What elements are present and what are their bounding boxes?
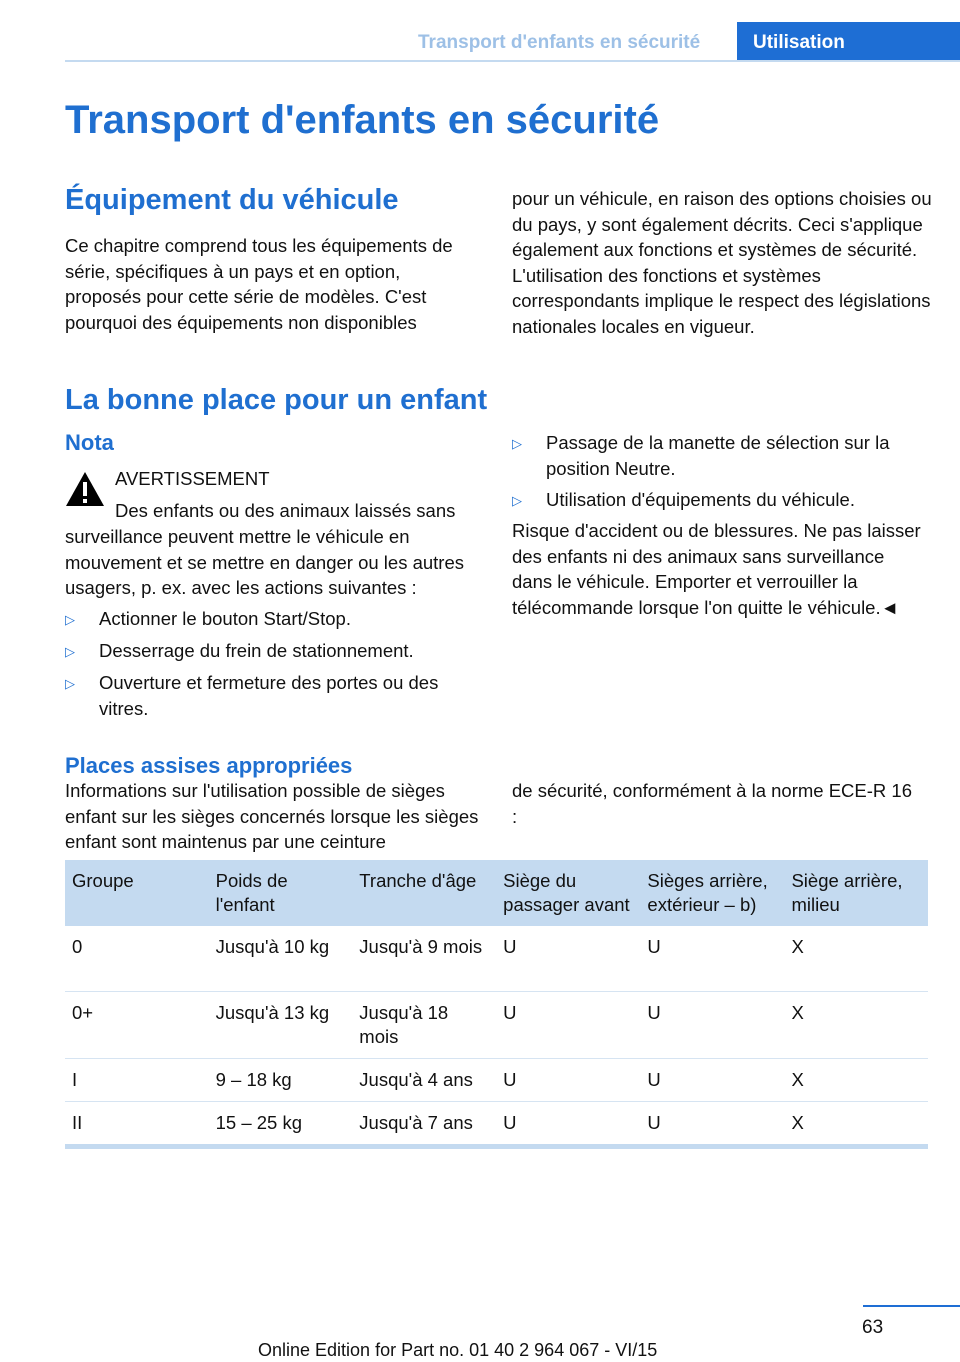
column-header: Tranche d'âge <box>352 860 496 926</box>
header-section-tab[interactable]: Utilisation <box>737 22 960 62</box>
table-cell: U <box>496 1101 640 1146</box>
table-cell: U <box>496 991 640 1058</box>
table-row <box>65 1101 928 1146</box>
equipment-text-left: Ce chapitre comprend tous les équipements de série, spécifiques à un pays et en option, proposés pour cette série de modèles. C'est pourquoi des équipements non disponibles <box>65 235 453 333</box>
table-cell: X <box>784 1101 928 1146</box>
table-cell: U <box>496 1058 640 1101</box>
warning-lead: Des enfants ou des animaux laissés sans <box>115 500 456 521</box>
table-cell: U <box>640 991 784 1058</box>
seats-text-right: de sécurité, conformément à la norme ECE-R 16 : <box>512 780 912 827</box>
column-header: Groupe <box>65 860 209 926</box>
table-cell: U <box>640 1101 784 1146</box>
triangle-bullet-icon: ▷ <box>65 612 75 627</box>
table-cell: I <box>65 1058 209 1101</box>
table-cell: 0+ <box>65 991 209 1058</box>
header-divider <box>65 60 960 62</box>
section-heading-equipment: Équipement du véhicule <box>65 184 399 216</box>
table-cell: X <box>784 926 928 991</box>
edition-note: Online Edition for Part no. 01 40 2 964 067 - VI/15 <box>258 1340 658 1360</box>
table-cell: Jusqu'à 4 ans <box>352 1058 496 1101</box>
table-cell: U <box>640 1058 784 1101</box>
seats-heading: Places assises appropriées <box>65 753 353 778</box>
risk-text: Risque d'accident ou de blessures. Ne pas laisser des enfants ni des animaux sans surveillance dans le véhicule. Emporter et verrouiller la télécommande lorsque l'on quitte le véhicule.◄ <box>512 520 921 618</box>
equipment-text-right: pour un véhicule, en raison des options choisies ou du pays, y sont également décrits. Ceci s'applique également aux fonctions et systèmes de sécurité. L'utilisation des fonctions et systèmes correspondants implique le respect des législations nationales locales en vigueur. <box>512 188 932 337</box>
triangle-bullet-icon: ▷ <box>512 493 522 508</box>
page-title: Transport d'enfants en sécurité <box>65 98 660 142</box>
table-cell: II <box>65 1101 209 1146</box>
seats-text-left: Informations sur l'utilisation possible de sièges enfant sur les sièges concernés lorsque les sièges enfant sont maintenus par une ceinture <box>65 780 479 852</box>
table-cell: Jusqu'à 13 kg <box>209 991 353 1058</box>
column-header: Siège du passager avant <box>496 860 640 926</box>
child-seat-table <box>65 860 928 1149</box>
nota-heading: Nota <box>65 430 114 455</box>
table-cell: Jusqu'à 18 mois <box>352 991 496 1058</box>
table-cell: Jusqu'à 10 kg <box>209 926 353 991</box>
table-cell: U <box>496 926 640 991</box>
page-number: 63 <box>862 1317 884 1338</box>
list-item: ▷ Passage de la manette de sélection sur la position Neutre. <box>512 432 890 479</box>
warning-title: AVERTISSEMENT <box>115 468 270 489</box>
table-header-row <box>65 860 928 926</box>
table-cell: Jusqu'à 7 ans <box>352 1101 496 1146</box>
table-row <box>65 926 928 991</box>
table-cell: 0 <box>65 926 209 991</box>
column-header: Siège arrière, milieu <box>784 860 928 926</box>
warning-body: surveillance peuvent mettre le véhicule en mouvement et se mettre en danger ou les autres usagers, p. ex. avec les actions suivantes : <box>65 526 464 598</box>
triangle-bullet-icon: ▷ <box>65 676 75 691</box>
table-cell: U <box>640 926 784 991</box>
table-cell: X <box>784 991 928 1058</box>
table-cell: X <box>784 1058 928 1101</box>
section-heading-child-place: La bonne place pour un enfant <box>65 384 488 416</box>
column-header: Poids de l'enfant <box>209 860 353 926</box>
column-header: Sièges arrière, extérieur – b) <box>640 860 784 926</box>
table-cell: Jusqu'à 9 mois <box>352 926 496 991</box>
table-row <box>65 1058 928 1101</box>
footer-divider <box>863 1305 960 1307</box>
triangle-bullet-icon: ▷ <box>65 644 75 659</box>
list-item: ▷ Ouverture et fermeture des portes ou des vitres. <box>65 672 439 719</box>
table-cell: 15 – 25 kg <box>209 1101 353 1146</box>
warning-triangle-icon <box>65 471 105 507</box>
header-breadcrumb: Transport d'enfants en sécurité <box>418 32 701 53</box>
triangle-bullet-icon: ▷ <box>512 436 522 451</box>
table-row <box>65 991 928 1058</box>
table-cell: 9 – 18 kg <box>209 1058 353 1101</box>
